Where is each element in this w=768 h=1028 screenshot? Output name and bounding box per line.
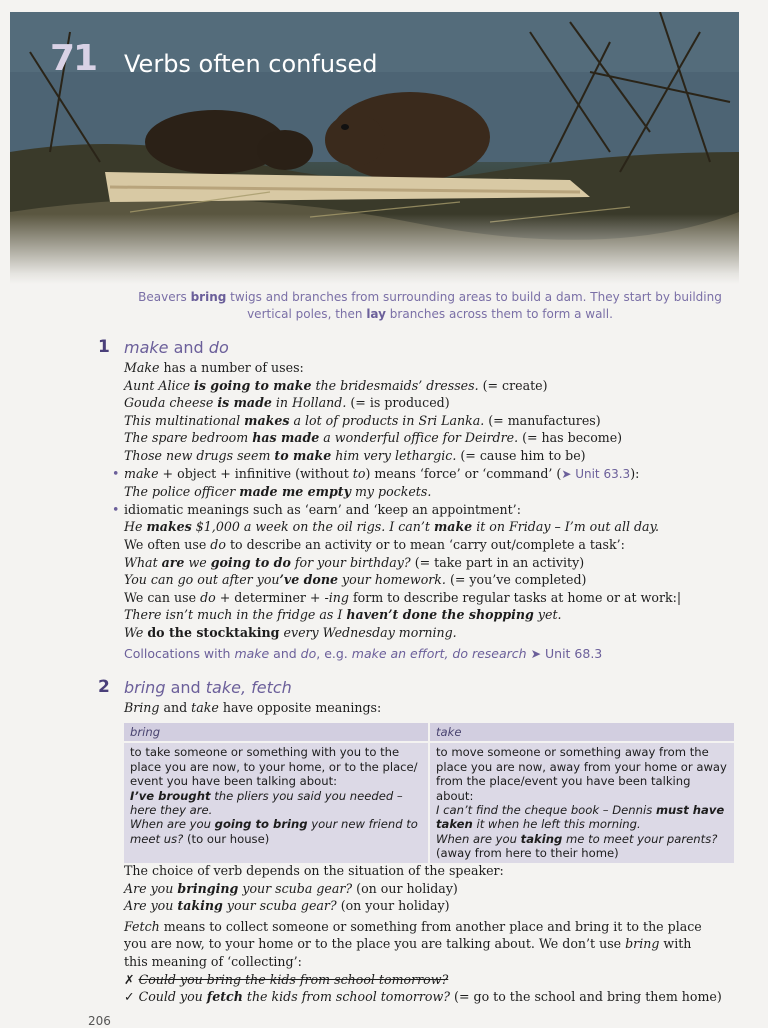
caption-text: twigs and branches from surrounding areas to build a dam. They start by building [226, 290, 722, 304]
table-header-take: take [429, 723, 734, 742]
correct-example: ✓ Could you fetch the kids from school tomorrow? (= go to the school and bring them home) [124, 989, 722, 1005]
example-line: Aunt Alice is going to make the bridesmaids’ dresses. (= create) [124, 377, 548, 393]
table-header-bring: bring [124, 723, 429, 742]
section-1-title [124, 338, 229, 357]
example-line: What are we going to do for your birthday? (= take part in an activity) [124, 554, 585, 570]
example-line: Gouda cheese is made in Holland. (= is produced) [124, 395, 450, 411]
caption-text: branches across them to form a wall. [385, 307, 613, 321]
title-part: bring [124, 678, 166, 697]
caption-text: vertical poles, then [247, 307, 367, 321]
section-1-number: 1 [98, 337, 110, 357]
example-line: This multinational makes a lot of products in Sri Lanka. (= manufactures) [124, 412, 601, 428]
banner-fade [10, 214, 739, 284]
caption-bold: bring [190, 290, 227, 304]
title-part: and [168, 338, 209, 357]
incorrect-example: ✗ Could you bring the kids from school tomorrow? [124, 971, 449, 987]
body-line: We can use do + determiner + -ing form to describe regular tasks at home or at work:| [124, 589, 682, 605]
example-line: He makes $1,000 a week on the oil rigs. I can’t make it on Friday – I’m out all day. [124, 519, 660, 535]
bring-take-table [124, 723, 734, 863]
body-line: Make has a number of uses: [124, 360, 304, 375]
body-line: this meaning of ‘collecting’: [124, 953, 302, 969]
unit-number: 71 [50, 38, 97, 79]
bullet-item: • idiomatic meanings such as ‘earn’ and ‘keep an appointment’: [124, 501, 734, 519]
title-part: take, fetch [205, 678, 292, 697]
body-line: Fetch means to collect someone or something from another place and bring it to the place [124, 918, 702, 934]
collocations-reference[interactable]: Collocations with make and do, e.g. make an effort, do research ➤ Unit 68.3 [124, 645, 603, 661]
bullet-item: • make + object + infinitive (without to) means ‘force’ or ‘command’ (➤ Unit 63.3): [124, 465, 734, 484]
section-1-body [124, 359, 734, 662]
check-icon: ✓ [124, 989, 135, 1005]
caption-text: Beavers [138, 290, 191, 304]
example-line: The spare bedroom has made a wonderful office for Deirdre. (= has become) [124, 430, 623, 446]
table-cell-take: to move someone or something away from the place you are now, away from your home or away from the place/event you have been talking about: I can’t find the cheque book – Dennis must have taken it when he left this morning. When are you taking me to meet your parents? (away from here to their home) [436, 745, 727, 861]
unit-reference-link[interactable]: ➤ Unit 63.3 [561, 466, 631, 481]
example-line: You can go out after you’ve done your homework. (= you’ve completed) [124, 572, 587, 588]
caption-bold: lay [366, 307, 386, 321]
body-line: We often use do to describe an activity or to mean ‘carry out/complete a task’: [124, 536, 625, 552]
section-2-body [124, 862, 734, 1006]
body-line: Bring and take have opposite meanings: [124, 700, 382, 715]
section-2-number: 2 [98, 677, 110, 697]
table-cell-bring: to take someone or something with you to the place you are now, to your home, or to the place/ event you have been talking about: I’ve brought the pliers you said you needed – here they are. When are you going to bring your new friend to meet us? (to our house) [124, 742, 429, 862]
title-part: do [208, 338, 229, 357]
example-line: There isn’t much in the fridge as I haven’t done the shopping yet. [124, 607, 562, 623]
example-line: Are you bringing your scuba gear? (on our holiday) [124, 880, 458, 896]
example-line: We do the stocktaking every Wednesday morning. [124, 624, 457, 640]
section-2-intro [124, 699, 734, 717]
unit-title: Verbs often confused [124, 50, 378, 78]
photo-caption [120, 289, 740, 323]
body-line: you are now, to your home or to the place you are talking about. We don’t use bring with [124, 936, 692, 952]
section-2-title [124, 678, 292, 697]
page-number: 206 [88, 1014, 111, 1028]
body-line: The choice of verb depends on the situation of the speaker: [124, 863, 504, 878]
title-part: make [124, 338, 169, 357]
cross-icon: ✗ [124, 971, 135, 987]
example-line: Those new drugs seem to make him very lethargic. (= cause him to be) [124, 447, 586, 463]
example-line: Are you taking your scuba gear? (on your holiday) [124, 898, 450, 914]
title-part: and [165, 678, 206, 697]
example-line: The police officer made me empty my pockets. [124, 484, 432, 500]
